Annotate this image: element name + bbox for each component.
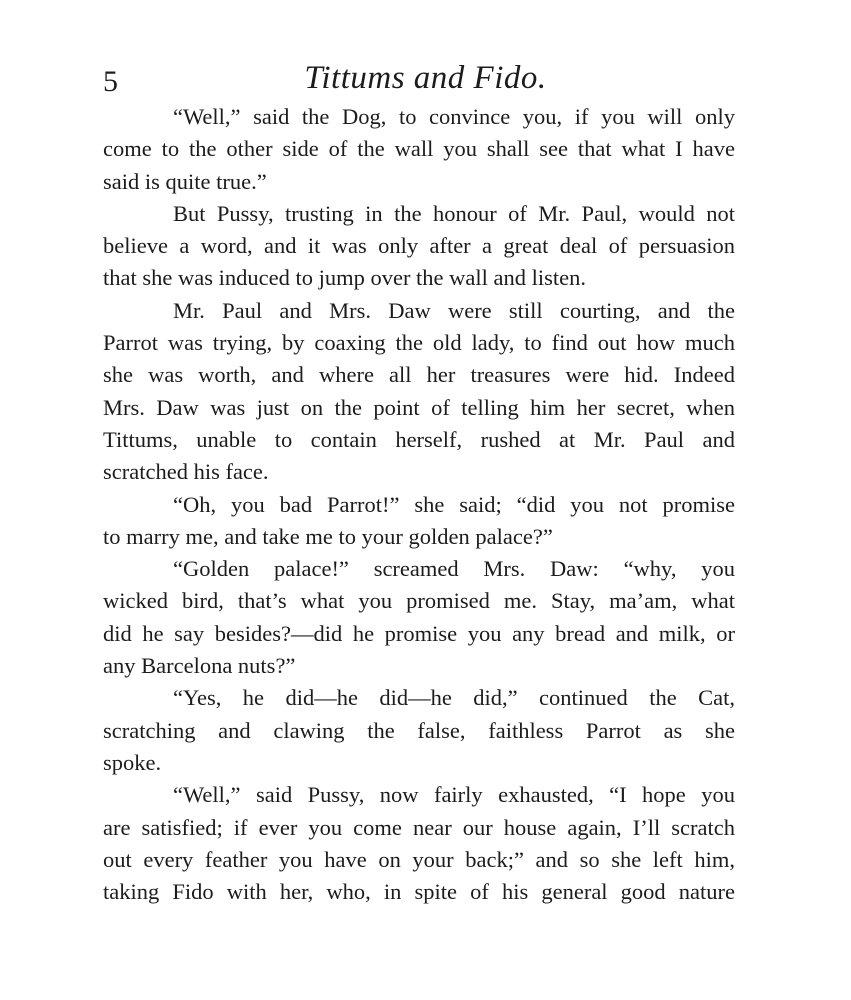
text-line: “Golden palace!” screamed Mrs. Daw: “why, you	[173, 556, 735, 582]
text-line: out every feather you have on your back;” and so she left him,	[103, 846, 735, 872]
text-line: Parrot was trying, by coaxing the old lady, to find out how much	[103, 330, 735, 356]
text-line: wicked bird, that’s what you promised me. Stay, ma’am, what	[103, 588, 735, 614]
text-line: she was worth, and where all her treasures were hid. Indeed	[103, 362, 735, 388]
text-line: said is quite true.”	[103, 168, 267, 194]
text-line: “Well,” said Pussy, now fairly exhausted, “I hope you	[173, 782, 735, 808]
text-line: “Yes, he did—he did—he did,” continued the Cat,	[173, 685, 735, 711]
text-line: Tittums, unable to contain herself, rushed at Mr. Paul and	[103, 426, 735, 452]
text-line: are satisfied; if ever you come near our house again, I’ll scratch	[103, 814, 735, 840]
text-line: did he say besides?—did he promise you any bread and milk, or	[103, 620, 735, 646]
text-line: believe a word, and it was only after a great deal of persuasion	[103, 233, 735, 259]
text-line: to marry me, and take me to your golden palace?”	[103, 523, 553, 549]
text-line: Mrs. Daw was just on the point of telling him her secret, when	[103, 394, 735, 420]
text-line: spoke.	[103, 749, 162, 775]
text-line: that she was induced to jump over the wall and listen.	[103, 265, 587, 291]
page-number: 5	[103, 65, 118, 98]
running-title: Tittums and Fido.	[304, 60, 547, 96]
text-line: scratching and clawing the false, faithless Parrot as she	[103, 717, 735, 743]
text-line: taking Fido with her, who, in spite of his general good nature	[103, 879, 735, 905]
text-line: Mr. Paul and Mrs. Daw were still courting, and the	[173, 297, 735, 323]
text-line: “Well,” said the Dog, to convince you, if you will only	[173, 104, 735, 129]
text-line: come to the other side of the wall you shall see that what I have	[103, 136, 735, 162]
body-text	[103, 101, 735, 908]
text-line: any Barcelona nuts?”	[103, 653, 296, 679]
text-line: “Oh, you bad Parrot!” she said; “did you not promise	[173, 491, 735, 517]
text-line: scratched his face.	[103, 459, 269, 485]
text-line: But Pussy, trusting in the honour of Mr. Paul, would not	[173, 200, 735, 226]
